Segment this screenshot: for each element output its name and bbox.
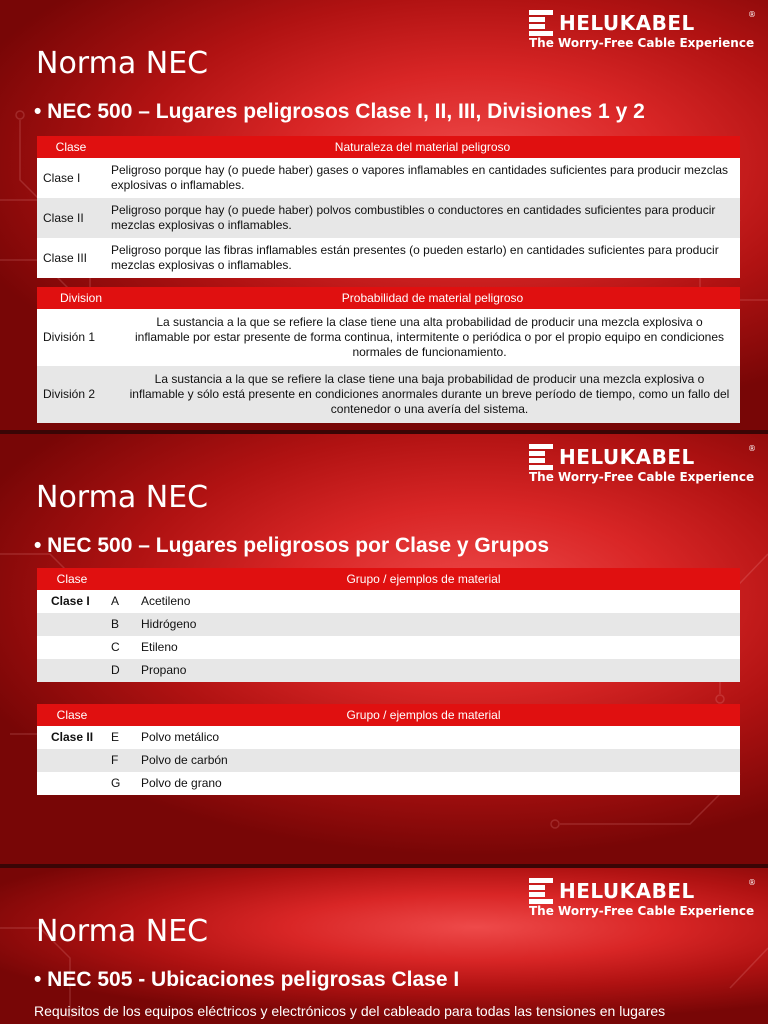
col-header-clase: Clase: [37, 704, 107, 726]
slide-subtitle: • NEC 500 – Lugares peligrosos Clase I, II, III, Divisiones 1 y 2: [34, 100, 645, 123]
col-header-probabilidad: Probabilidad de material peligroso: [125, 287, 740, 309]
col-header-grupo: Grupo / ejemplos de material: [107, 568, 740, 590]
clase-cell: Clase II: [37, 726, 107, 749]
slide-title: Norma NEC: [36, 914, 209, 949]
slide-body-text: Requisitos de los equipos eléctricos y electrónicos y del cableado para todas las tensiones en lugares: [34, 1003, 666, 1019]
table-row: [37, 613, 740, 636]
table-row: [37, 772, 740, 795]
clase-cell: Clase I: [37, 590, 107, 613]
table-row: [37, 366, 740, 423]
table-row: [37, 659, 740, 682]
helukabel-mark-icon: [529, 444, 553, 470]
registered-mark: ®: [748, 878, 756, 887]
material-cell: Polvo de carbón: [137, 749, 740, 772]
brand-name: HELUKABEL: [559, 445, 695, 469]
grupo-cell: F: [107, 749, 137, 772]
clase-cell: [37, 613, 107, 636]
material-cell: Polvo metálico: [137, 726, 740, 749]
class-i-group-table: [37, 568, 740, 682]
slide-title: Norma NEC: [36, 480, 209, 515]
row-label: División 1: [37, 309, 125, 366]
grupo-cell: D: [107, 659, 137, 682]
row-text: Peligroso porque las fibras inflamables están presentes (o pueden estarlo) en cantidades suficientes para producir mezclas explosivas o inflamables.: [105, 238, 740, 278]
grupo-cell: A: [107, 590, 137, 613]
col-header-grupo: Grupo / ejemplos de material: [107, 704, 740, 726]
table-row: [37, 198, 740, 238]
table-row: [37, 726, 740, 749]
slide-title: Norma NEC: [36, 46, 209, 81]
row-text: La sustancia a la que se refiere la clase tiene una alta probabilidad de producir una mezcla explosiva o inflamable por estar presente de forma continua, intermitente o periódica o por el propio equipo en condiciones normales de funcionamiento.: [125, 309, 740, 366]
class-table: [37, 136, 740, 278]
grupo-cell: E: [107, 726, 137, 749]
row-label: Clase I: [37, 158, 105, 198]
row-text: Peligroso porque hay (o puede haber) polvos combustibles o conductores en cantidades suficientes para producir mezclas explosivas o inflamables.: [105, 198, 740, 238]
clase-cell: [37, 659, 107, 682]
col-header-naturaleza: Naturaleza del material peligroso: [105, 136, 740, 158]
slide-subtitle: • NEC 505 - Ubicaciones peligrosas Clase I: [34, 968, 460, 991]
slide-subtitle: • NEC 500 – Lugares peligrosos por Clase y Grupos: [34, 534, 550, 557]
grupo-cell: G: [107, 772, 137, 795]
clase-cell: [37, 749, 107, 772]
registered-mark: ®: [748, 444, 756, 453]
brand-tagline: The Worry-Free Cable Experience: [529, 470, 755, 484]
table-row: [37, 749, 740, 772]
helukabel-logo: [529, 878, 754, 920]
slide-2: [0, 434, 768, 864]
table-row: [37, 309, 740, 366]
table-row: [37, 636, 740, 659]
brand-name: HELUKABEL: [559, 11, 695, 35]
row-text: La sustancia a la que se refiere la clase tiene una baja probabilidad de producir una mezcla explosiva o inflamable y sólo está presente en condiciones anormales durante un breve período de tiempo, como un fallo del contenedor o una avería del sistema.: [125, 366, 740, 423]
material-cell: Etileno: [137, 636, 740, 659]
brand-tagline: The Worry-Free Cable Experience: [529, 36, 755, 50]
clase-cell: [37, 772, 107, 795]
table-row: [37, 590, 740, 613]
table-row: [37, 238, 740, 278]
table-row: [37, 158, 740, 198]
row-label: División 2: [37, 366, 125, 423]
helukabel-mark-icon: [529, 10, 553, 36]
slide-3: [0, 868, 768, 1024]
grupo-cell: C: [107, 636, 137, 659]
slide-1: [0, 0, 768, 430]
row-label: Clase III: [37, 238, 105, 278]
material-cell: Propano: [137, 659, 740, 682]
helukabel-mark-icon: [529, 878, 553, 904]
brand-name: HELUKABEL: [559, 879, 695, 903]
col-header-division: Division: [37, 287, 125, 309]
row-label: Clase II: [37, 198, 105, 238]
material-cell: Acetileno: [137, 590, 740, 613]
grupo-cell: B: [107, 613, 137, 636]
registered-mark: ®: [748, 10, 756, 19]
helukabel-logo: [529, 444, 754, 486]
material-cell: Polvo de grano: [137, 772, 740, 795]
division-table: [37, 287, 740, 423]
row-text: Peligroso porque hay (o puede haber) gases o vapores inflamables en cantidades suficientes para producir mezclas explosivas o inflamables.: [105, 158, 740, 198]
col-header-clase: Clase: [37, 136, 105, 158]
helukabel-logo: [529, 10, 754, 52]
material-cell: Hidrógeno: [137, 613, 740, 636]
col-header-clase: Clase: [37, 568, 107, 590]
brand-tagline: The Worry-Free Cable Experience: [529, 904, 755, 918]
clase-cell: [37, 636, 107, 659]
class-ii-group-table: [37, 704, 740, 795]
